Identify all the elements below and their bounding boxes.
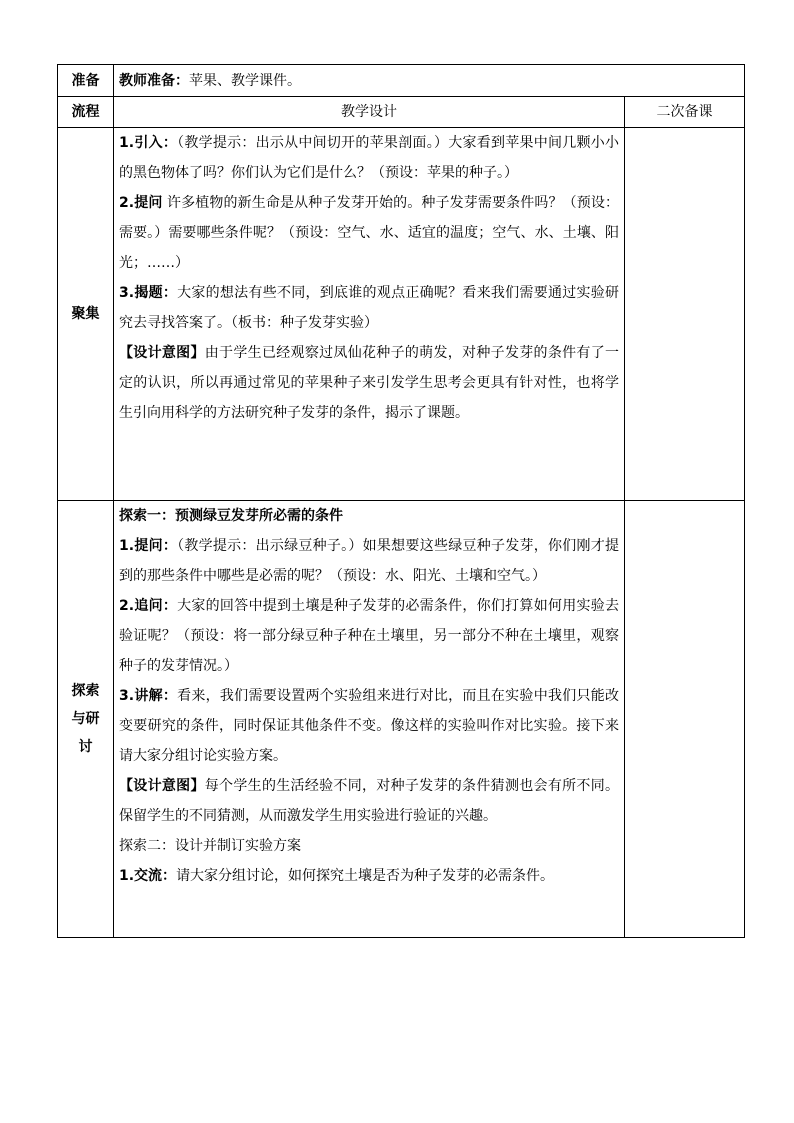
prep-content [114,65,745,97]
explore-discuss-text: 请大家分组讨论，如何探究土壤是否为种子发芽的必需条件。 [176,868,555,884]
header-row [58,97,745,128]
explore-row [58,501,745,938]
focus-secondary-cell [625,128,745,501]
explore-section-2-heading: 探索二：设计并制订实验方案 [119,838,301,854]
explore-discuss-paragraph [119,861,619,891]
explore-question-text: （教学提示：出示绿豆种子。）如果想要这些绿豆种子发芽，你们刚才提到的那些条件中哪些是必需的呢？（预设：水、阳光、土壤和空气。） [119,538,620,584]
explore-followup-paragraph [119,591,619,681]
explore-section-1-heading: 探索一：预测绿豆发芽所必需的条件 [119,508,343,524]
explore-discuss-title: 1.交流： [119,868,177,884]
prep-text: 苹果、教学课件。 [189,72,301,89]
focus-intent-text: 由于学生已经观察过凤仙花种子的萌发，对种子发芽的条件有了一定的认识，所以再通过常见的苹果种子来引发学生思考会更具有针对性，也将学生引向用科学的方法研究种子发芽的条件，揭示了课题。 [119,345,619,421]
explore-label-line-3: 讨 [78,739,93,755]
explore-content [114,501,625,938]
explore-question-paragraph [119,531,619,591]
focus-reveal-text: 大家的想法有些不同，到底谁的观点正确呢？看来我们需要通过实验研究去寻找答案了。（板书：种子发芽实验） [119,285,620,331]
focus-question-paragraph [119,188,619,278]
explore-intent-title: 【设计意图】 [119,778,205,794]
explore-followup-text: 大家的回答中提到土壤是种子发芽的必需条件，你们打算如何用实验去验证呢？（预设：将一部分绿豆种子种在土壤里，另一部分不种在土壤里，观察种子的发芽情况。） [119,598,620,674]
focus-reveal-paragraph [119,278,619,338]
explore-label-line-2: 与研 [71,711,100,727]
focus-row [58,128,745,501]
focus-question-text: 许多植物的新生命是从种子发芽开始的。种子发芽需要条件吗？（预设：需要。）需要哪些条件呢？（预设：空气、水、适宜的温度；空气、水、土壤、阳光；……） [119,195,620,271]
explore-explain-paragraph [119,681,619,771]
focus-intro-paragraph [119,128,619,188]
explore-label [58,501,114,938]
focus-intro-title: 1.引入： [119,135,178,151]
focus-reveal-title: 3.揭题： [119,285,178,301]
explore-followup-title: 2.追问： [119,598,178,614]
header-secondary: 二次备课 [625,97,745,128]
prep-label: 准备 [58,65,114,97]
explore-intent-text: 每个学生的生活经验不同，对种子发芽的条件猜测也会有所不同。保留学生的不同猜测，从而激发学生用实验进行验证的兴趣。 [119,778,619,824]
focus-intro-text: （教学提示：出示从中间切开的苹果剖面。）大家看到苹果中间几颗小小的黑色物体了吗？你们认为它们是什么？（预设：苹果的种子。） [119,135,620,181]
header-design: 教学设计 [114,97,625,128]
lesson-plan-table [57,64,745,938]
focus-intent-title: 【设计意图】 [119,345,205,361]
explore-secondary-cell [625,501,745,938]
explore-question-title: 1.提问： [119,538,178,554]
header-process: 流程 [58,97,114,128]
prep-row [58,65,745,97]
explore-intent-paragraph [119,771,619,831]
prep-title: 教师准备： [119,72,189,89]
explore-explain-text: 看来，我们需要设置两个实验组来进行对比，而且在实验中我们只能改变要研究的条件，同时保证其他条件不变。像这样的实验叫作对比实验。接下来请大家分组讨论实验方案。 [119,688,620,764]
focus-intent-paragraph [119,338,619,428]
focus-content [114,128,625,501]
focus-label: 聚集 [58,128,114,501]
explore-explain-title: 3.讲解： [119,688,178,704]
explore-label-line-1: 探索 [71,683,100,699]
focus-question-title: 2.提问 [119,195,163,211]
